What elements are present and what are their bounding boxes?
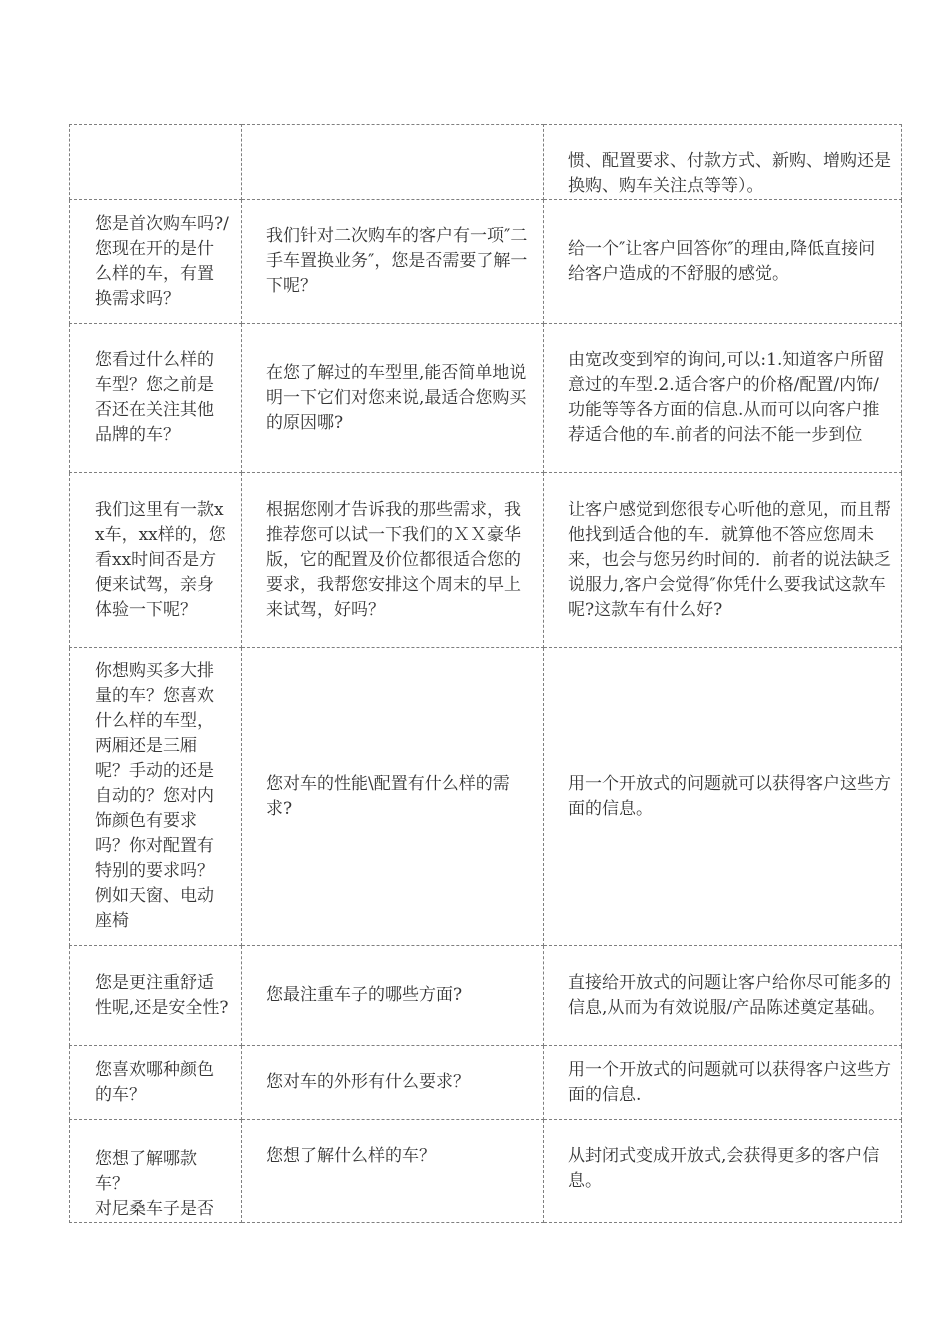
- question-text: 您想了解哪款车？ 对尼桑车子是否: [95, 1149, 214, 1219]
- reason-text: 用一个开放式的问题就可以获得客户这些方面的信息.: [568, 1059, 891, 1105]
- question-cell: [70, 324, 242, 473]
- reason-cell: [544, 473, 902, 648]
- better-phrasing-cell: [242, 1046, 544, 1120]
- question-text: 您是更注重舒适性呢,还是安全性?: [95, 972, 229, 1018]
- table-row: [70, 946, 902, 1046]
- reason-cell: [544, 648, 902, 946]
- question-text: 你想购买多大排量的车？您喜欢什么样的车型，两厢还是三厢呢？手动的还是自动的？您对内饰颜色有要求吗？你对配置有特别的要求吗？例如天窗、电动座椅: [95, 661, 214, 931]
- question-text: 您看过什么样的车型？您之前是否还在关注其他品牌的车？: [95, 350, 214, 445]
- reason-cell: [544, 200, 902, 324]
- reason-text: 由宽改变到窄的询问,可以:1.知道客户所留意过的车型.2.适合客户的价格/配置/内饰/功能等等各方面的信息.从而可以向客户推荐适合他的车.前者的问法不能一步到位: [568, 350, 885, 445]
- question-cell: [70, 200, 242, 324]
- better-phrasing-text: 根据您刚才告诉我的那些需求，我推荐您可以试一下我们的ＸＸ豪华版，它的配置及价位都很适合您的要求，我帮您安排这个周末的早上来试驾，好吗？: [266, 499, 521, 620]
- table-row: [70, 1046, 902, 1120]
- table-row: [70, 1120, 902, 1223]
- better-phrasing-cell: [242, 946, 544, 1046]
- reason-text: 直接给开放式的问题让客户给你尽可能多的信息,从而为有效说服/产品陈述奠定基础。: [568, 972, 891, 1018]
- better-phrasing-text: 我们针对二次购车的客户有一项″二手车置换业务″，您是否需要了解一下呢？: [266, 226, 528, 296]
- question-cell: [70, 946, 242, 1046]
- better-phrasing-cell: [242, 324, 544, 473]
- question-cell: [70, 473, 242, 648]
- question-cell: [70, 1120, 242, 1223]
- better-phrasing-cell: [242, 1120, 544, 1223]
- table-row: [70, 200, 902, 324]
- reason-cell: [544, 1120, 902, 1223]
- question-table: [69, 124, 902, 1223]
- better-phrasing-text: 您对车的外形有什么要求？: [266, 1072, 470, 1092]
- table-row: [70, 125, 902, 200]
- better-phrasing-cell: [242, 125, 544, 200]
- better-phrasing-text: 在您了解过的车型里,能否简单地说明一下它们对您来说,最适合您购买的原因哪?: [266, 362, 527, 433]
- better-phrasing-text: 您想了解什么样的车？: [266, 1146, 436, 1166]
- reason-text: 从封闭式变成开放式,会获得更多的客户信息。: [568, 1146, 880, 1191]
- reason-text: 让客户感觉到您很专心听他的意见，而且帮他找到适合他的车．就算他不答应您周未来，也会与您另约时间的．前者的说法缺乏说服力,客户会觉得″你凭什么要我试这款车呢?这款车有什么好?: [568, 499, 891, 620]
- table-row: [70, 324, 902, 473]
- better-phrasing-cell: [242, 200, 544, 324]
- question-text: 您喜欢哪种颜色的车？: [95, 1059, 214, 1105]
- reason-text: 用一个开放式的问题就可以获得客户这些方面的信息。: [568, 773, 891, 819]
- question-text: 您是首次购车吗?/您现在开的是什么样的车，有置换需求吗？: [95, 213, 229, 309]
- reason-text: 惯、配置要求、付款方式、新购、增购还是换购、购车关注点等等）。: [568, 151, 891, 196]
- better-phrasing-cell: [242, 473, 544, 648]
- reason-cell: [544, 1046, 902, 1120]
- question-cell: [70, 1046, 242, 1120]
- reason-cell: [544, 946, 902, 1046]
- table-row: [70, 648, 902, 946]
- better-phrasing-text: 您对车的性能\配置有什么样的需求?: [266, 773, 510, 819]
- question-cell: [70, 648, 242, 946]
- better-phrasing-cell: [242, 648, 544, 946]
- question-cell: [70, 125, 242, 200]
- reason-text: 给一个″让客户回答你″的理由,降低直接问给客户造成的不舒服的感觉。: [568, 238, 876, 284]
- question-text: 我们这里有一款xx车，xx样的，您看xx时间否是方便来试驾，亲身体验一下呢？: [95, 499, 226, 620]
- reason-cell: [544, 125, 902, 200]
- table-row: [70, 473, 902, 648]
- reason-cell: [544, 324, 902, 473]
- better-phrasing-text: 您最注重车子的哪些方面?: [266, 985, 463, 1005]
